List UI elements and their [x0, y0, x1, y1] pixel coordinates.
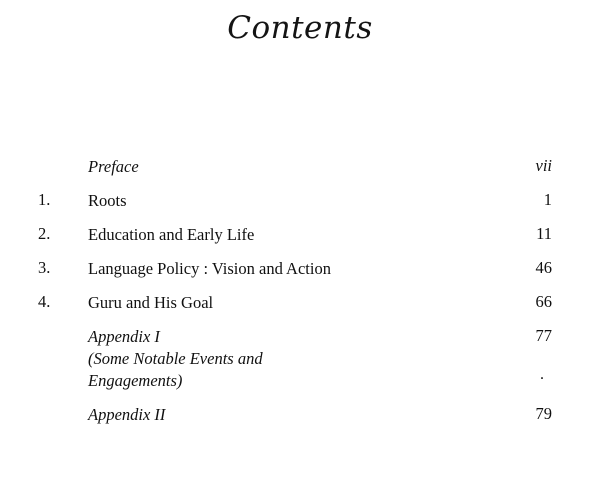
toc-page-number: 79: [535, 404, 552, 423]
toc-entry-label: [88, 326, 263, 392]
toc-page-number: 66: [535, 292, 552, 311]
toc-entry-label: Appendix II: [88, 405, 166, 424]
toc-entry-chapter-4[interactable]: [0, 292, 600, 316]
page-title: Contents: [227, 10, 373, 46]
toc-chapter-number: 2.: [38, 224, 51, 243]
toc-page-number: 1: [543, 190, 552, 209]
toc-entry-label: Education and Early Life: [88, 225, 255, 244]
appendix-title: Appendix I: [88, 327, 160, 346]
toc-entry-appendix-2[interactable]: [0, 404, 600, 428]
toc-page-number: 77: [535, 326, 552, 345]
toc-entry-chapter-2[interactable]: [0, 224, 600, 248]
toc-entry-label: Guru and His Goal: [88, 293, 214, 312]
toc-entry-label: Roots: [88, 191, 127, 210]
toc-page-number: 11: [536, 224, 552, 243]
toc-entry-label: Language Policy : Vision and Action: [88, 259, 331, 278]
appendix-subtitle-line-1: (Some Notable Events and: [88, 349, 263, 368]
toc-entry-preface[interactable]: [0, 156, 600, 180]
stray-mark: .: [540, 366, 544, 383]
toc-chapter-number: 4.: [38, 292, 51, 311]
toc-entry-appendix-1[interactable]: [0, 326, 600, 392]
toc-chapter-number: 3.: [38, 258, 51, 277]
toc-chapter-number: 1.: [38, 190, 51, 209]
toc-entry-label: Preface: [88, 157, 139, 176]
appendix-subtitle-line-2: Engagements): [88, 371, 183, 390]
toc-entry-chapter-1[interactable]: [0, 190, 600, 214]
toc-entry-chapter-3[interactable]: [0, 258, 600, 282]
toc-page-number: 46: [535, 258, 552, 277]
toc-page-number: vii: [535, 156, 552, 175]
